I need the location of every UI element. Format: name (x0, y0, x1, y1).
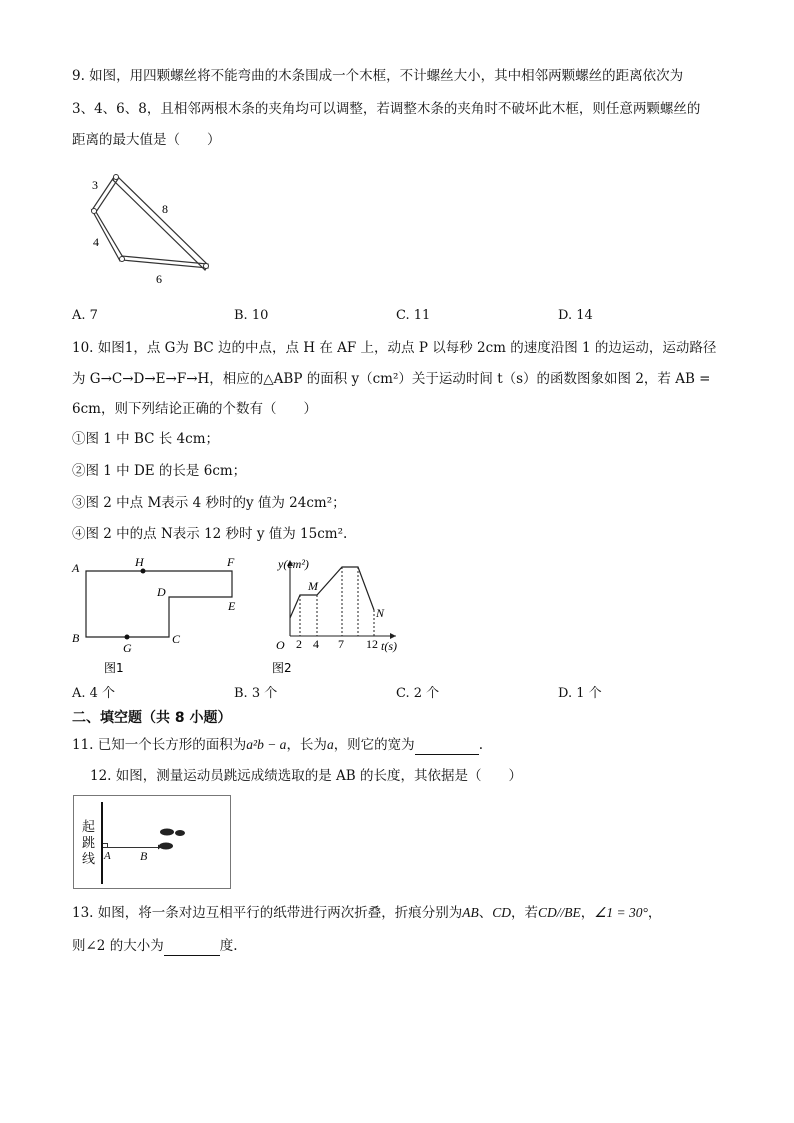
q13-sep: 、 (478, 905, 493, 921)
q11-expression: a²b − a (246, 737, 287, 752)
q12-char-2: 跳 (82, 836, 96, 851)
q10-item-2: ②图 1 中 DE 的长是 6cm； (72, 463, 247, 479)
q11-mid: ，长为 (286, 737, 327, 753)
q9-line2: 3、4、6、8，且相邻两根木条的夹角均可以调整，若调整木条的夹角时不破坏此木框，则任意两颗螺丝的 (72, 101, 701, 117)
q9-line1: 9. 如图，用四颗螺丝将不能弯曲的木条围成一个木框，不计螺丝大小，其中相邻两颗螺丝的距离依次为 (72, 68, 684, 84)
q11-var: a (326, 737, 334, 752)
q11-end: . (478, 737, 483, 753)
q9-option-b[interactable]: B. 10 (234, 308, 269, 323)
fig2-tick-4: 4 (313, 637, 319, 651)
q10-option-d[interactable]: D. 1 个 (558, 686, 602, 701)
fig2-xaxis-label: t(s) (381, 639, 397, 653)
q11-answer-blank[interactable] (415, 740, 479, 755)
fig2-label-n: N (376, 606, 385, 620)
fig2-tick-12: 12 (366, 637, 378, 651)
q9-label-8: 8 (162, 202, 168, 216)
fig1-label-h: H (135, 555, 144, 569)
q9-option-d[interactable]: D. 14 (558, 308, 593, 323)
fig1-label-f: F (227, 555, 235, 569)
q13-line2 (72, 936, 238, 956)
q10-line1: 10. 如图1，点 G为 BC 边的中点，点 H 在 AF 上，动点 P 以每秒 2cm 的速度沿图 1 的边运动，运动路径 (72, 340, 717, 356)
q10-item-4: ④图 2 中的点 N表示 12 秒时 y 值为 15cm². (72, 526, 348, 542)
q12-char-1: 起 (82, 820, 96, 835)
section-fill-in-header: 二、填空题（共 8 小题） (72, 710, 232, 726)
q13-line2-suffix: 度. (219, 938, 238, 954)
q12-figure (73, 795, 231, 889)
fig1-label-d: D (157, 585, 166, 599)
fig1-caption: 图1 (104, 661, 124, 675)
fig1-label-b: B (72, 631, 80, 645)
q10-option-a[interactable]: A. 4 个 (72, 686, 116, 701)
q11-suffix: ，则它的宽为 (333, 737, 415, 753)
fig1-label-g: G (123, 641, 132, 655)
fig1-label-a: A (72, 561, 80, 575)
q9-frame-figure (80, 165, 220, 290)
fig2-tick-7: 7 (338, 637, 344, 651)
q13-comma: ， (580, 905, 595, 921)
q13-mid: ，若 (511, 905, 539, 921)
q12-label-b: B (140, 849, 148, 863)
q13-end1: ， (647, 905, 662, 921)
q11-prefix: 11. 已知一个长方形的面积为 (72, 737, 247, 753)
q10-line3: 6cm，则下列结论正确的个数有（ ） (72, 401, 317, 417)
q13-prefix: 13. 如图，将一条对边互相平行的纸带进行两次折叠，折痕分别为 (72, 905, 463, 921)
fig2-caption: 图2 (272, 661, 292, 675)
q9-label-6: 6 (156, 272, 162, 286)
q9-option-c[interactable]: C. 11 (396, 308, 431, 323)
q13-line2-prefix: 则∠2 的大小为 (72, 938, 164, 954)
fig2-label-m: M (308, 579, 318, 593)
q10-item-3: ③图 2 中点 M表示 4 秒时的y 值为 24cm²； (72, 495, 346, 511)
footprint-icon (158, 824, 194, 854)
fig1-label-e: E (228, 599, 236, 613)
q10-option-c[interactable]: C. 2 个 (396, 686, 440, 701)
fig2-label-o: O (276, 638, 285, 652)
q10-item-1: ①图 1 中 BC 长 4cm； (72, 431, 219, 447)
q9-line3: 距离的最大值是（ ） (72, 132, 221, 148)
q12-right-angle (103, 843, 108, 848)
q12-takeoff-label (82, 820, 95, 868)
q9-label-3: 3 (92, 178, 98, 192)
q10-figure-2 (270, 550, 410, 680)
q12-line: 12. 如图，测量运动员跳远成绩选取的是 AB 的长度，其依据是（ ） (90, 768, 523, 784)
q12-label-a: A (104, 850, 111, 862)
q9-option-a[interactable]: A. 7 (72, 308, 98, 323)
q11-line (72, 735, 483, 755)
fig1-label-c: C (172, 632, 181, 646)
q13-answer-blank[interactable] (164, 941, 220, 956)
q10-option-b[interactable]: B. 3 个 (234, 686, 278, 701)
q13-line1 (72, 903, 661, 923)
q10-figure-1 (66, 552, 246, 677)
fig2-yaxis-label: y(cm²) (278, 557, 309, 571)
q13-ab: AB (462, 905, 479, 920)
q13-angle: ∠1 = 30° (594, 905, 648, 920)
q12-char-3: 线 (82, 852, 96, 867)
q13-cd: CD (492, 905, 512, 920)
q9-label-4: 4 (93, 235, 99, 249)
fig2-tick-2: 2 (296, 637, 302, 651)
q12-ab-segment (103, 847, 164, 848)
q13-condition: CD//BE (538, 905, 581, 920)
q10-line2: 为 G→C→D→E→F→H，相应的△ABP 的面积 y（cm²）关于运动时间 t（s）的函数图象如图 2，若 AB = (72, 371, 711, 387)
